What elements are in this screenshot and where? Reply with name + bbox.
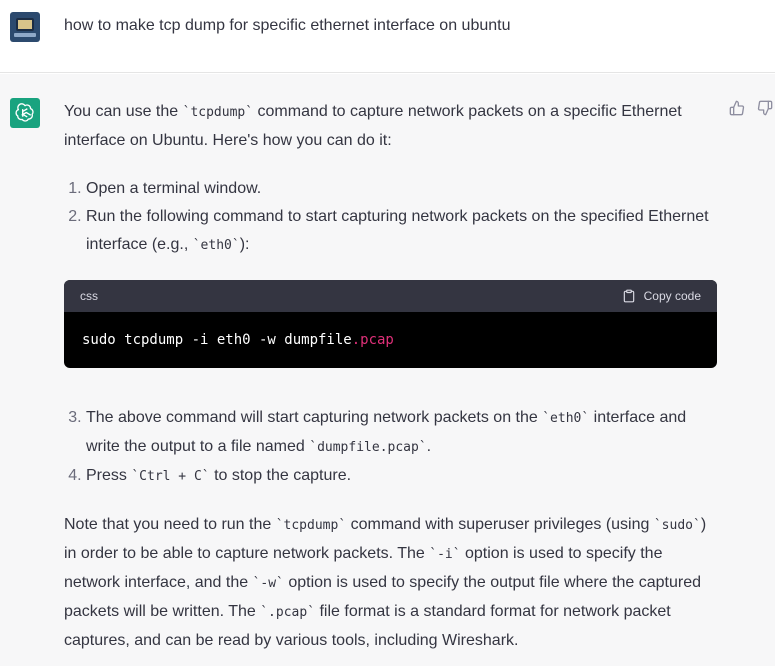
- intro-paragraph: You can use the `tcpdump` command to capture network packets on a specific Ethernet interface on Ubuntu. Here's how you can do it:: [64, 103, 682, 149]
- inline-code: `dumpfile.pcap`: [309, 440, 427, 455]
- code-language-label: css: [80, 289, 98, 303]
- code-extension: .pcap: [351, 332, 394, 348]
- code-header: [64, 280, 717, 312]
- list-item: 1. Open a terminal window.: [86, 175, 714, 203]
- user-message: [0, 0, 775, 73]
- inline-code: `eth0`: [192, 238, 240, 253]
- note-paragraph: Note that you need to run the `tcpdump` command with superuser privileges (using `sudo`) in order to be able to capture network packets. The `-i` option is used to specify the network interface, and the `-w` option is used to specify the output file where the captured packets will be written. The `.pcap` file format is a standard format for network packet captures, and can be read by various tools, including Wireshark.: [64, 516, 707, 649]
- assistant-message: [0, 74, 775, 666]
- thumbs-down-icon: [757, 100, 773, 116]
- inline-code: `eth0`: [542, 411, 590, 426]
- inline-code: `sudo`: [653, 518, 701, 533]
- openai-logo-icon: [10, 98, 40, 128]
- clipboard-icon: [622, 289, 636, 303]
- inline-code: `.pcap`: [260, 605, 316, 620]
- inline-code: `Ctrl + C`: [131, 469, 210, 484]
- inline-code: `tcpdump`: [182, 105, 254, 120]
- thumbs-down-button[interactable]: [757, 100, 773, 121]
- copy-code-button[interactable]: [622, 288, 701, 304]
- code-command: sudo tcpdump -i eth0 -w dumpfile: [82, 332, 352, 348]
- inline-code: `tcpdump`: [275, 518, 347, 533]
- inline-code: `-w`: [252, 576, 284, 591]
- list-item: 4. Press `Ctrl + C` to stop the capture.: [86, 462, 714, 491]
- steps-list-continued: [64, 404, 714, 491]
- code-block: [64, 280, 717, 368]
- steps-list: [64, 175, 714, 260]
- copy-code-label: Copy code: [643, 289, 701, 303]
- thumbs-up-icon: [729, 100, 745, 116]
- code-content: [64, 312, 717, 368]
- list-item: 2. Run the following command to start capturing network packets on the specified Ethernet interface (e.g., `eth0`):: [86, 203, 714, 260]
- assistant-response: [64, 98, 714, 655]
- user-prompt-text: how to make tcp dump for specific ethernet interface on ubuntu: [64, 17, 511, 34]
- thumbs-up-button[interactable]: [729, 100, 745, 121]
- list-item: 3. The above command will start capturing network packets on the `eth0` interface and write the output to a file named `dumpfile.pcap`.: [86, 404, 714, 462]
- inline-code: `-i`: [429, 547, 461, 562]
- computer-avatar-icon: [10, 12, 40, 42]
